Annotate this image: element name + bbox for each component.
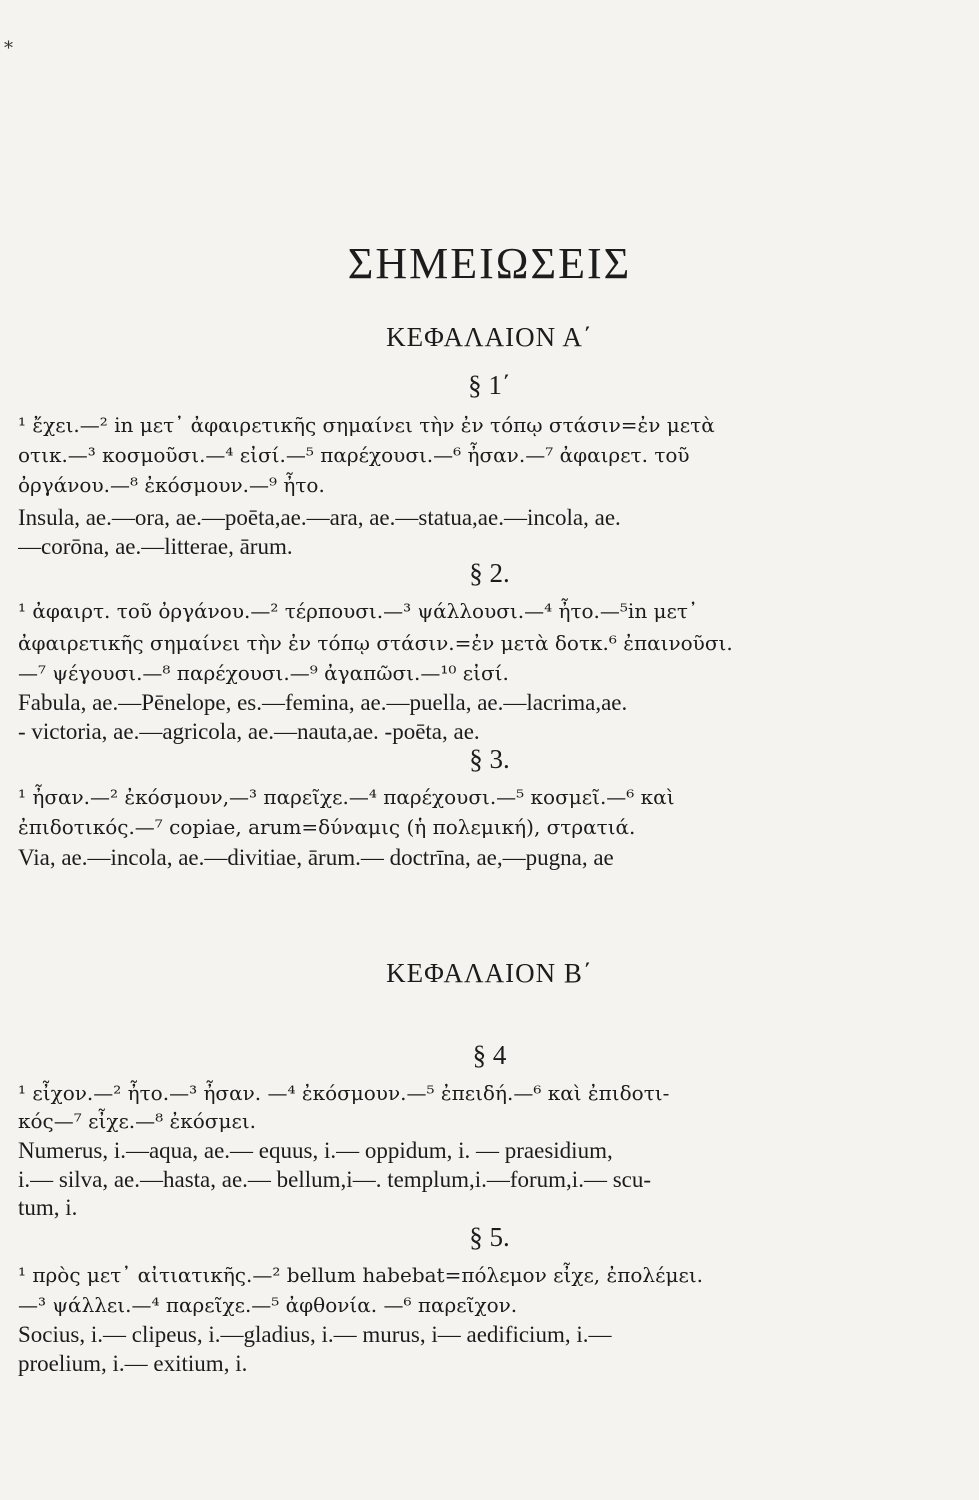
- section-2-line: - victoria, ae.—agricola, ae.—nauta,ae. -poēta, ae.: [18, 719, 480, 744]
- section-4-heading: § 4: [472, 1040, 507, 1070]
- section-1-line: οτικ.—³ κοσμοῦσι.—⁴ εἰσί.—⁵ παρέχουσι.—⁶ ἦσαν.—⁷ ἀφαιρετ. τοῦ: [18, 443, 690, 467]
- section-3-line: ἐπιδοτικός.—⁷ copiae, arum=δύναμις (ἡ πολεμική), στρατιά.: [18, 815, 636, 839]
- chapter-heading-a: ΚΕΦΑΛΑΙΟΝ Α΄: [386, 322, 593, 352]
- section-1-line: —corōna, ae.—litterae, ārum.: [18, 534, 293, 559]
- section-2-line: Fabula, ae.—Pēnelope, es.—femina, ae.—puella, ae.—lacrima,ae.: [18, 690, 628, 715]
- section-3-heading: § 3.: [469, 744, 510, 774]
- section-5-line: Socius, i.— clipeus, i.—gladius, i.— murus, i— aedificium, i.—: [18, 1322, 612, 1347]
- section-4-line: i.— silva, ae.—hasta, ae.— bellum,i—. templum,i.—forum,i.— scu-: [18, 1167, 652, 1192]
- section-1-line: Insula, ae.—ora, ae.—poēta,ae.—ara, ae.—statua,ae.—incola, ae.: [18, 505, 621, 530]
- section-1-heading: § 1΄: [468, 370, 511, 400]
- section-3-line: Via, ae.—incola, ae.—divitiae, ārum.— doctrīna, ae,—pugna, ae: [18, 845, 614, 870]
- section-4-line: tum, i.: [18, 1195, 78, 1220]
- corner-mark: *: [4, 38, 13, 59]
- section-3-line: ¹ ἦσαν.—² ἐκόσμουν,—³ παρεῖχε.—⁴ παρέχουσι.—⁵ κοσμεῖ.—⁶ καὶ: [18, 785, 675, 809]
- section-5-line: ¹ πρὸς μετ᾽ αἰτιατικῆς.—² bellum habebat=πόλεμον εἶχε, ἐπολέμει.: [18, 1263, 704, 1287]
- chapter-heading-b: ΚΕΦΑΛΑΙΟΝ Β΄: [386, 958, 593, 988]
- section-2-line: ¹ ἀφαιρτ. τοῦ ὀργάνου.—² τέρπουσι.—³ ψάλλουσι.—⁴ ἦτο.—⁵in μετ᾽: [18, 599, 698, 623]
- section-5-line: —³ ψάλλει.—⁴ παρεῖχε.—⁵ ἀφθονία. —⁶ παρεῖχον.: [18, 1293, 518, 1317]
- section-4-line: Numerus, i.—aqua, ae.— equus, i.— oppidum, i. — praesidium,: [18, 1138, 613, 1163]
- section-4-line: κός—⁷ εἶχε.—⁸ ἐκόσμει.: [18, 1109, 257, 1133]
- section-5-heading: § 5.: [469, 1222, 510, 1252]
- section-1-line: ¹ ἔχει.—² in μετ᾽ ἀφαιρετικῆς σημαίνει τὴν ἐν τόπῳ στάσιν=ἐν μετὰ: [18, 413, 715, 437]
- section-2-line: ἀφαιρετικῆς σημαίνει τὴν ἐν τόπῳ στάσιν.=ἐν μετὰ δοτκ.⁶ ἐπαινοῦσι.: [18, 631, 733, 655]
- section-2-line: —⁷ ψέγουσι.—⁸ παρέχουσι.—⁹ ἀγαπῶσι.—¹⁰ εἰσί.: [18, 661, 509, 685]
- section-5-line: proelium, i.— exitium, i.: [18, 1351, 248, 1376]
- section-4-line: ¹ εἶχον.—² ἦτο.—³ ἦσαν. —⁴ ἐκόσμουν.—⁵ ἐπειδή.—⁶ καὶ ἐπιδοτι-: [18, 1081, 670, 1105]
- section-1-line: ὀργάνου.—⁸ ἐκόσμουν.—⁹ ἦτο.: [18, 473, 325, 497]
- page-title: ΣΗΜΕΙΩΣΕΙΣ: [347, 239, 632, 288]
- section-2-heading: § 2.: [469, 558, 510, 588]
